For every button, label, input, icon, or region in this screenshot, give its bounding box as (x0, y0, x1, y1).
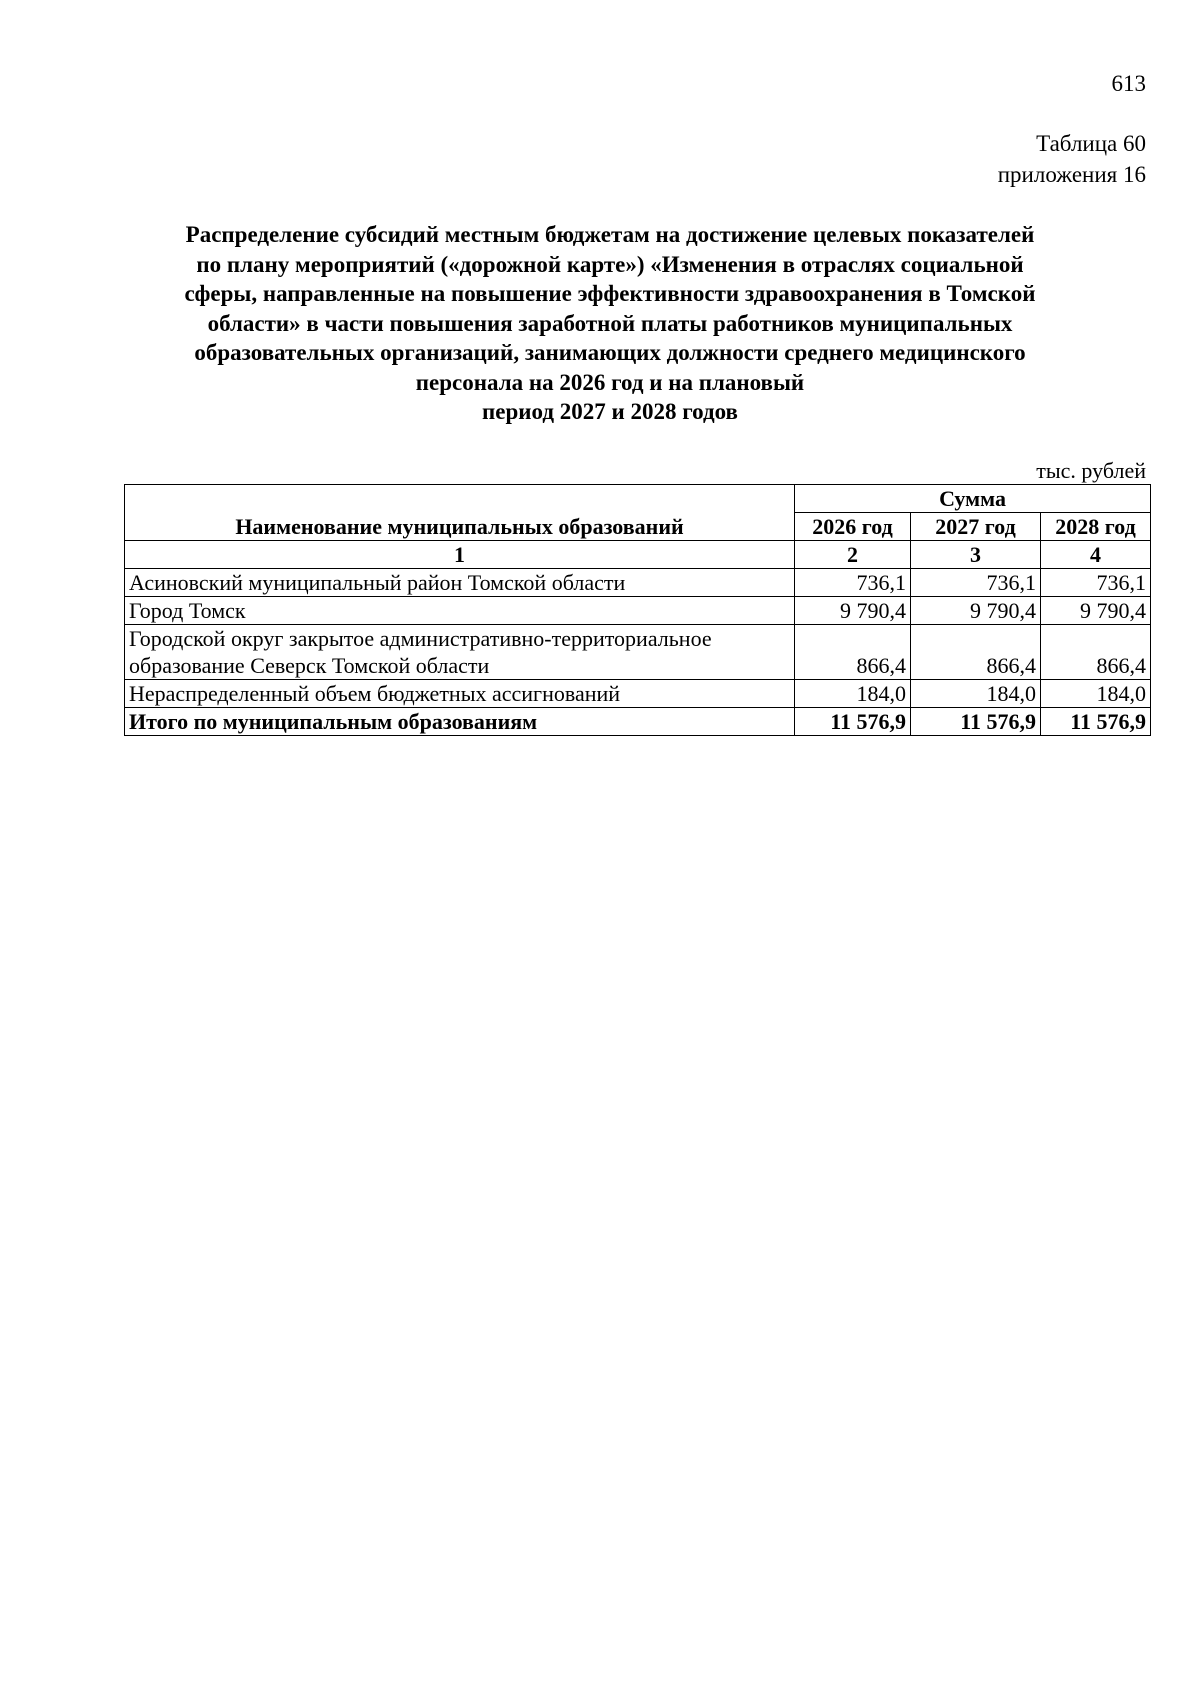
title-line: сферы, направленные на повышение эффективности здравоохранения в Томской (184, 281, 1036, 306)
year-header-2026: 2026 год (795, 513, 911, 541)
page-number: 613 (1111, 71, 1146, 96)
title-line: персонала на 2026 год и на плановый (415, 369, 805, 395)
sum-column-header: Сумма (795, 485, 1151, 513)
value-2026: 866,4 (795, 625, 911, 680)
value-2026: 736,1 (795, 569, 911, 597)
municipality-name-line: образование Северск Томской области (129, 653, 490, 678)
municipality-name: Город Томск (125, 597, 795, 625)
value-2027: 736,1 (911, 569, 1041, 597)
appendix-reference-line: приложения 16 (997, 162, 1146, 187)
value-2028: 736,1 (1041, 569, 1151, 597)
column-number: 4 (1041, 541, 1151, 569)
title-line: области» в части повышения заработной платы работников муниципальных (207, 310, 1013, 336)
column-number: 2 (795, 541, 911, 569)
total-2028: 11 576,9 (1041, 708, 1151, 736)
table-reference (998, 128, 1146, 190)
municipality-name-line: Городской округ закрытое административно-территориальное (129, 626, 712, 651)
title-line: образовательных организаций, занимающих должности среднего медицинского (194, 340, 1026, 365)
value-2028: 866,4 (1041, 625, 1151, 680)
municipality-name: Асиновский муниципальный район Томской области (125, 569, 795, 597)
year-header-2027: 2027 год (911, 513, 1041, 541)
title-line: по плану мероприятий («дорожной карте») «Изменения в отраслях социальной (196, 251, 1024, 277)
table-header-row (125, 485, 1151, 513)
column-number-row (125, 541, 1151, 569)
column-number: 1 (125, 541, 795, 569)
value-2026: 9 790,4 (795, 597, 911, 625)
municipality-name: Нераспределенный объем бюджетных ассигнований (125, 680, 795, 708)
units-label: тыс. рублей (1036, 458, 1146, 483)
table-reference-line: Таблица 60 (1036, 131, 1146, 156)
value-2027: 866,4 (911, 625, 1041, 680)
year-header-2028: 2028 год (1041, 513, 1151, 541)
table-row (125, 680, 1151, 708)
value-2028: 9 790,4 (1041, 597, 1151, 625)
total-2027: 11 576,9 (911, 708, 1041, 736)
table-row (125, 597, 1151, 625)
table-row (125, 569, 1151, 597)
municipality-name (125, 625, 795, 680)
total-row (125, 708, 1151, 736)
value-2027: 184,0 (911, 680, 1041, 708)
total-label: Итого по муниципальным образованиям (125, 708, 795, 736)
value-2028: 184,0 (1041, 680, 1151, 708)
column-number: 3 (911, 541, 1041, 569)
subsidy-table (124, 484, 1151, 736)
document-title (120, 220, 1100, 427)
value-2026: 184,0 (795, 680, 911, 708)
value-2027: 9 790,4 (911, 597, 1041, 625)
title-line: Распределение субсидий местным бюджетам на достижение целевых показателей (185, 222, 1035, 247)
total-2026: 11 576,9 (795, 708, 911, 736)
table-row (125, 625, 1151, 680)
municipality-column-header: Наименование муниципальных образований (125, 485, 795, 541)
title-line: период 2027 и 2028 годов (482, 399, 738, 424)
